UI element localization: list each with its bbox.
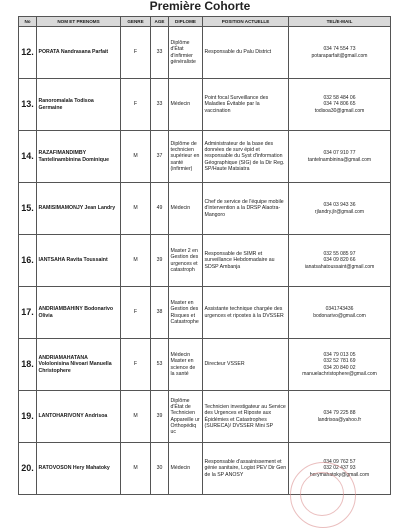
diploma-cell: Master en Gestion des Risques et Catastrophe (169, 287, 203, 339)
contact-cell (289, 391, 391, 443)
row-number: 18. (19, 339, 37, 391)
age-cell: 39 (151, 235, 169, 287)
diploma-cell: Diplôme d'État d'infirmier généraliste (169, 27, 203, 79)
gender-cell: F (121, 27, 151, 79)
contact-cell (289, 27, 391, 79)
email-address: todisoa30@gmail.com (314, 107, 365, 114)
phone-number: 034 03 943 36 (323, 202, 356, 209)
phone-number: 034 74 554 73 (323, 46, 356, 53)
person-name: RATOVOSON Hery Mahatoky (37, 443, 121, 495)
contact-cell (289, 131, 391, 183)
table-row (19, 339, 391, 391)
email-address: potaraparfait@gmail.com (311, 52, 368, 59)
official-stamp (290, 462, 356, 528)
contact-cell (289, 287, 391, 339)
row-number: 16. (19, 235, 37, 287)
table-row (19, 391, 391, 443)
contact-cell (289, 339, 391, 391)
gender-cell: M (121, 235, 151, 287)
header-name: NOM ET PRENOMS (37, 17, 121, 27)
gender-cell: M (121, 131, 151, 183)
diploma-cell: Médecin (169, 183, 203, 235)
diploma-cell: Médecin Master en science de la santé (169, 339, 203, 391)
person-name: ANDRIAMAHATANA Vololonisina Nivoari Manuella Christophere (37, 339, 121, 391)
phone-number: 0341743436 (325, 306, 354, 313)
age-cell: 53 (151, 339, 169, 391)
person-name: RAMISIMAMONJY Jean Landry (37, 183, 121, 235)
person-name: LANTOHARIVONY Andrisoa (37, 391, 121, 443)
person-name: ANDRIAMBAHINY Bodonarivo Olivia (37, 287, 121, 339)
age-cell: 49 (151, 183, 169, 235)
phone-number: 032 58 484 06 034 74 806 65 (323, 95, 356, 108)
header-diplome: DIPLOME (169, 17, 203, 27)
table-row (19, 131, 391, 183)
email-address: bodonarivo@gmail.com (313, 312, 366, 319)
diploma-cell: Médecin (169, 79, 203, 131)
email-address: herymahatoky@gmail.com (309, 471, 370, 478)
phone-number: 034 09 762 57 032 02 437 93 (323, 459, 356, 472)
contact-cell (289, 183, 391, 235)
phone-number: 034 79 225 88 (323, 410, 356, 417)
table-row (19, 183, 391, 235)
row-number: 12. (19, 27, 37, 79)
age-cell: 37 (151, 131, 169, 183)
row-number: 13. (19, 79, 37, 131)
row-number: 19. (19, 391, 37, 443)
row-number: 17. (19, 287, 37, 339)
gender-cell: F (121, 287, 151, 339)
header-no: No (19, 17, 37, 27)
age-cell: 39 (151, 391, 169, 443)
position-cell: Directeur VSSER (203, 339, 289, 391)
table-row (19, 235, 391, 287)
table-row (19, 27, 391, 79)
row-number: 15. (19, 183, 37, 235)
header-genre: GENRE (121, 17, 151, 27)
position-cell: Chef de service de l'équipe mobile d'intervention a la DRSP Alaotra- Mangoro (203, 183, 289, 235)
position-cell: Point focal Surveillance des Maladies Évitable par la vaccination (203, 79, 289, 131)
table-row (19, 79, 391, 131)
position-cell: Responsable de SIMR et surveillance Hebdomadaire au SDSP Ambanja (203, 235, 289, 287)
row-number: 14. (19, 131, 37, 183)
gender-cell: M (121, 183, 151, 235)
phone-number: 034 07 910 77 (323, 150, 356, 157)
row-number: 20. (19, 443, 37, 495)
person-name: IANTSAHA Ravita Toussaint (37, 235, 121, 287)
gender-cell: F (121, 339, 151, 391)
contact-cell (289, 79, 391, 131)
header-position: POSITION ACTUELLE (203, 17, 289, 27)
contact-cell (289, 235, 391, 287)
position-cell: Assistante technique chargée des urgences et ripostes à la DVSSER (203, 287, 289, 339)
page-title: Première Cohorte (149, 0, 251, 13)
age-cell: 38 (151, 287, 169, 339)
email-address: rjlandry.jlr@gmail.com (314, 208, 365, 215)
person-name: PORATA Nandrasana Parfait (37, 27, 121, 79)
age-cell: 33 (151, 79, 169, 131)
cohort-table (18, 16, 391, 495)
header-age: AGE (151, 17, 169, 27)
phone-number: 034 79 013 05 032 52 781 69 034 20 840 02 (323, 352, 356, 371)
gender-cell: M (121, 443, 151, 495)
email-address: tantelnambinina@gmail.com (307, 156, 372, 163)
diploma-cell: Diplôme de technicien supérieur en santé (infirmier) (169, 131, 203, 183)
email-address: landrisoa@yahoo.fr (317, 416, 362, 423)
position-cell: Technicien investigateur au Service des Urgences et Riposte aux Épidémies et Catastrophes (SURECA)/ DVSSER Mini SP (203, 391, 289, 443)
position-cell: Responsable du Palu District (203, 27, 289, 79)
email-address: manuelachristophere@gmail.com (302, 370, 377, 377)
header-contact: TEL/E-MAIL (289, 17, 391, 27)
age-cell: 33 (151, 27, 169, 79)
position-cell: Responsable d'assainissement et génie sanitaire, Logist PEV Dir Gen de la SP ANOSY (203, 443, 289, 495)
gender-cell: M (121, 391, 151, 443)
diploma-cell: Master 2 en Gestion des urgences et catastroph (169, 235, 203, 287)
table-header-row (19, 17, 391, 27)
person-name: Ranoromalala Todisoa Germaine (37, 79, 121, 131)
diploma-cell: Médecin (169, 443, 203, 495)
phone-number: 032 55 085 97 034 09 820 66 (323, 251, 356, 264)
person-name: RAZAFIMANDIMBY Tantelinambinina Dominique (37, 131, 121, 183)
table-row (19, 287, 391, 339)
diploma-cell: Diplôme d'État de Technicien Appareille ur Orthopédiq uc (169, 391, 203, 443)
age-cell: 30 (151, 443, 169, 495)
position-cell: Administrateur de la base des données de surv épid et responsable du Syst d'information Géographique (SIG) de la Dir Reg. SP/Haute Matsiatra (203, 131, 289, 183)
email-address: ianatsahatoussaint@gmail.com (304, 263, 375, 270)
gender-cell: F (121, 79, 151, 131)
